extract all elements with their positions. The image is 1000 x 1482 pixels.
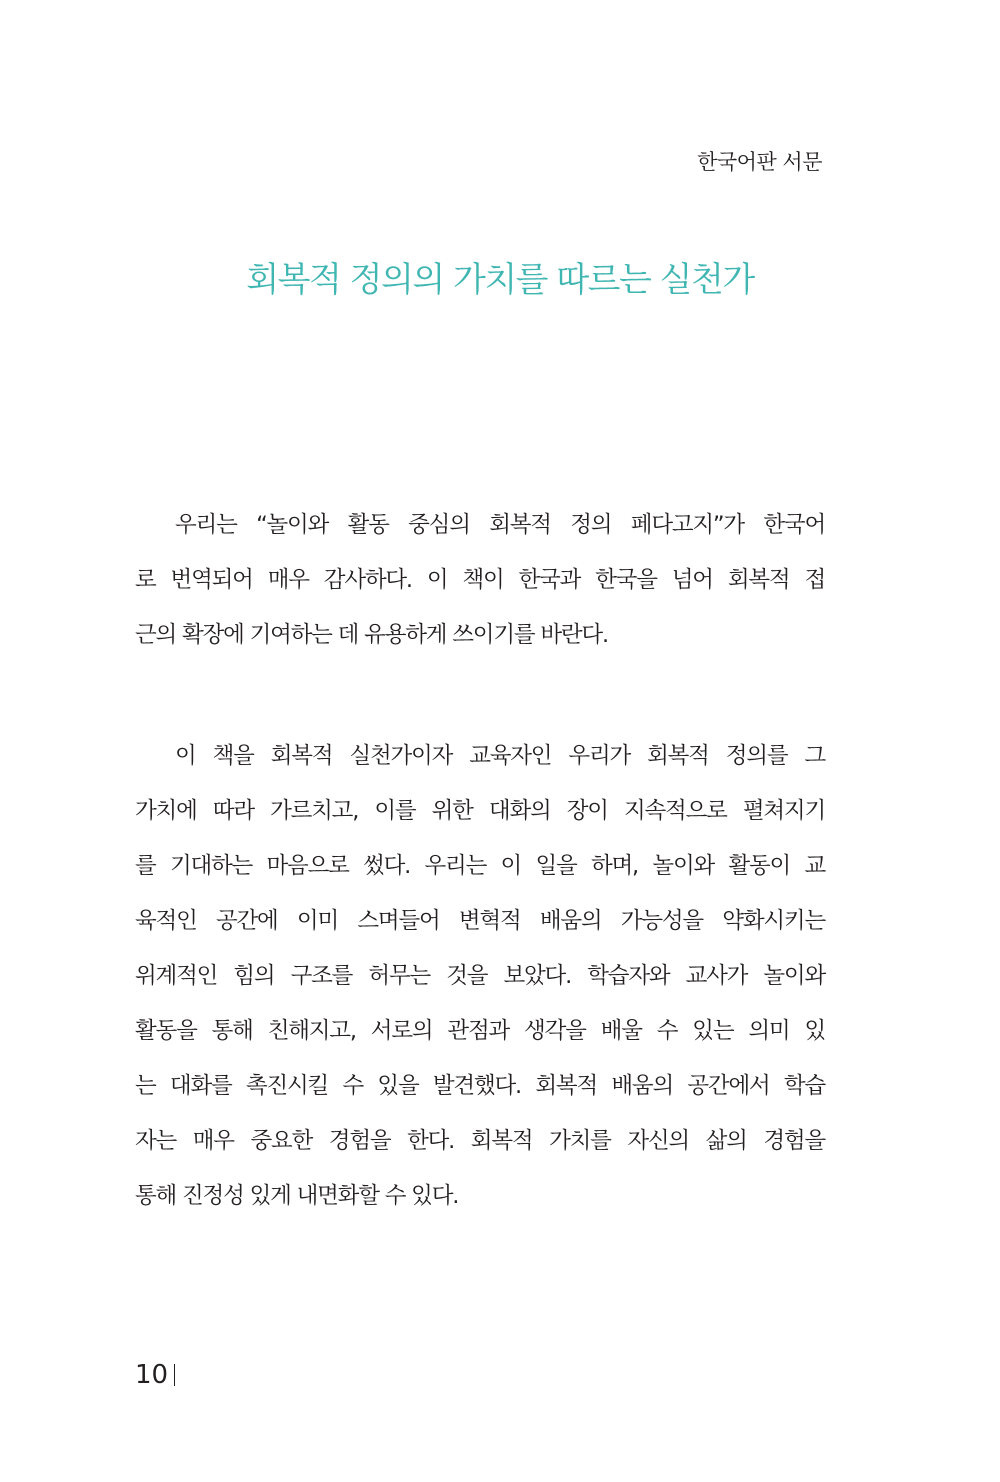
paragraph-line: 는 대화를 촉진시킬 수 있을 발견했다. 회복적 배움의 공간에서 학습 (135, 1073, 825, 1099)
paragraph-line: 우리는 “놀이와 활동 중심의 회복적 정의 페다고지”가 한국어 (175, 512, 825, 538)
paragraph-1 (135, 498, 825, 663)
chapter-title: 회복적 정의의 가치를 따르는 실천가 (246, 260, 754, 300)
paragraph-line: 위계적인 힘의 구조를 허무는 것을 보았다. 학습자와 교사가 놀이와 (135, 963, 825, 989)
paragraph-line: 로 번역되어 매우 감사하다. 이 책이 한국과 한국을 넘어 회복적 접 (135, 567, 825, 593)
paragraph-line: 자는 매우 중요한 경험을 한다. 회복적 가치를 자신의 삶의 경험을 (135, 1128, 825, 1154)
paragraph-2 (135, 729, 825, 1224)
page-footer (135, 1360, 175, 1390)
paragraph-line: 가치에 따라 가르치고, 이를 위한 대화의 장이 지속적으로 펼쳐지기 (135, 798, 825, 824)
paragraph-line: 육적인 공간에 이미 스며들어 변혁적 배움의 가능성을 약화시키는 (135, 908, 825, 934)
page-number-divider (174, 1364, 175, 1386)
paragraph-line: 통해 진정성 있게 내면화할 수 있다. (135, 1183, 459, 1209)
paragraph-line: 활동을 통해 친해지고, 서로의 관점과 생각을 배울 수 있는 의미 있 (135, 1018, 825, 1044)
paragraph-line: 이 책을 회복적 실천가이자 교육자인 우리가 회복적 정의를 그 (175, 743, 825, 769)
page-number: 10 (135, 1360, 169, 1390)
running-header: 한국어판 서문 (697, 150, 822, 174)
paragraph-line: 근의 확장에 기여하는 데 유용하게 쓰이기를 바란다. (135, 622, 608, 648)
paragraph-line: 를 기대하는 마음으로 썼다. 우리는 이 일을 하며, 놀이와 활동이 교 (135, 853, 825, 879)
